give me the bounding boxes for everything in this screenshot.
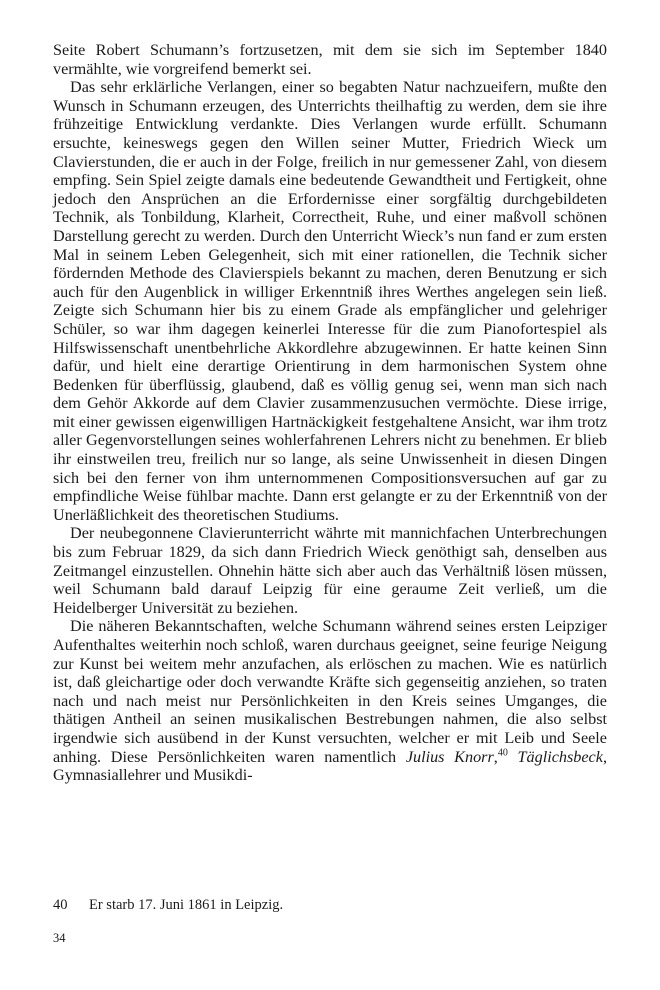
- footnote: [53, 896, 607, 914]
- paragraph-3: Der neubegonnene Clavierunterricht währte mit mannichfachen Unterbrechungen bis zum Februar 1829, da sich dann Friedrich Wieck genöthigt sah, denselben aus Zeitmangel einzustellen. Ohnehin hätte sich aber auch das Verhältniß lösen müssen, weil Schumann bald darauf Leipzig für eine geraume Zeit verließ, um die Heidelberger Universität zu beziehen.: [53, 524, 607, 617]
- footnote-number: 40: [53, 897, 68, 913]
- page-body: [53, 41, 607, 785]
- paragraph-4: [53, 617, 607, 784]
- person-name-taeglichsbeck: Täglichsbeck: [517, 747, 603, 766]
- footnote-reference-40[interactable]: 40: [497, 747, 508, 759]
- paragraph-4-text: Die näheren Bekanntschaften, welche Schumann während seines ersten Leipziger Aufenthaltes weiterhin noch schloß, waren durchaus geeignet, seine feurige Neigung zur Kunst bei weitem mehr anzufachen, als erlöschen zu machen. Wie es natürlich ist, daß gleichartige oder doch verwandte Kräfte sich gegenseitig anziehen, so traten nach und nach meist nur Persönlichkeiten in den Kreis seines Umganges, die thätigen Antheil an seinen musikalischen Bestrebungen nahmen, die also selbst irgendwie sich ausübend in der Kunst versuchten, welcher er mit Leib und Seele anhing. Diese Persönlichkeiten waren namentlich: [53, 617, 607, 766]
- person-name-julius-knorr: Julius Knorr: [405, 747, 494, 766]
- paragraph-2: Das sehr erklärliche Verlangen, einer so begabten Natur nachzueifern, mußte den Wunsch in Schumann erzeugen, des Unterrichts theilhaftig zu werden, dem sie ihre frühzeitige Entwicklung verdankte. Dies Verlangen wurde erfüllt. Schumann ersuchte, keineswegs gegen den Willen seiner Mutter, Friedrich Wieck um Clavierstunden, die er auch in der Folge, freilich in nur gemessener Zahl, von diesem empfing. Sein Spiel zeigte damals eine bedeutende Gewandtheit und Fertigkeit, ohne jedoch den Ansprüchen an die Erfordernisse einer sorgfältig durchgebildeten Technik, als Tonbildung, Klarheit, Correctheit, Ruhe, und einer maßvoll schönen Darstellung gerecht zu werden. Durch den Unterricht Wieck’s nun fand er zum ersten Mal in seinem Leben Gelegenheit, sich mit einer rationellen, die Technik sicher fördernden Methode des Clavierspiels bekannt zu machen, deren Benutzung er sich auch für den Augenblick in williger Erkenntniß ihres Werthes angelegen sein ließ. Zeigte sich Schumann hier bis zu einem Grade als empfänglicher und gelehriger Schüler, so war ihm dagegen keinerlei Interesse für die zum Pianofortespiel als Hilfswissenschaft unentbehrliche Akkordlehre abzugewinnen. Er hatte keinen Sinn dafür, und hielt eine derartige Orientirung in dem harmonischen System ohne Bedenken für überflüssig, glaubend, daß es völlig genug sei, wenn man sich nach dem Gehör Akkorde auf dem Clavier zusammenzusuchen vermöchte. Diese irrige, mit einer gewissen eigenwilligen Hartnäckigkeit festgehaltene Ansicht, war ihm trotz aller Gegenvorstellungen seines wohlerfahrenen Lehrers nicht zu benehmen. Er blieb ihr einstweilen treu, freilich nur so lange, als seine Unwissenheit in diesen Dingen sich bei den ferner von ihm unternommenen Compositionsversuchen auf gar zu empfindliche Weise fühlbar machte. Dann erst gelangte er zu der Erkenntniß von der Unerläßlichkeit des theoretischen Studiums.: [53, 78, 607, 524]
- page-number: 34: [53, 931, 66, 945]
- paragraph-4-tail: , Gymnasiallehrer und Musikdi-: [53, 747, 607, 785]
- footnote-text: Er starb 17. Juni 1861 in Leipzig.: [89, 897, 284, 913]
- name-separator: ,: [493, 747, 498, 766]
- paragraph-1: Seite Robert Schumann’s fortzusetzen, mit dem sie sich im September 1840 vermählte, wie vorgreifend bemerkt sei.: [53, 41, 607, 78]
